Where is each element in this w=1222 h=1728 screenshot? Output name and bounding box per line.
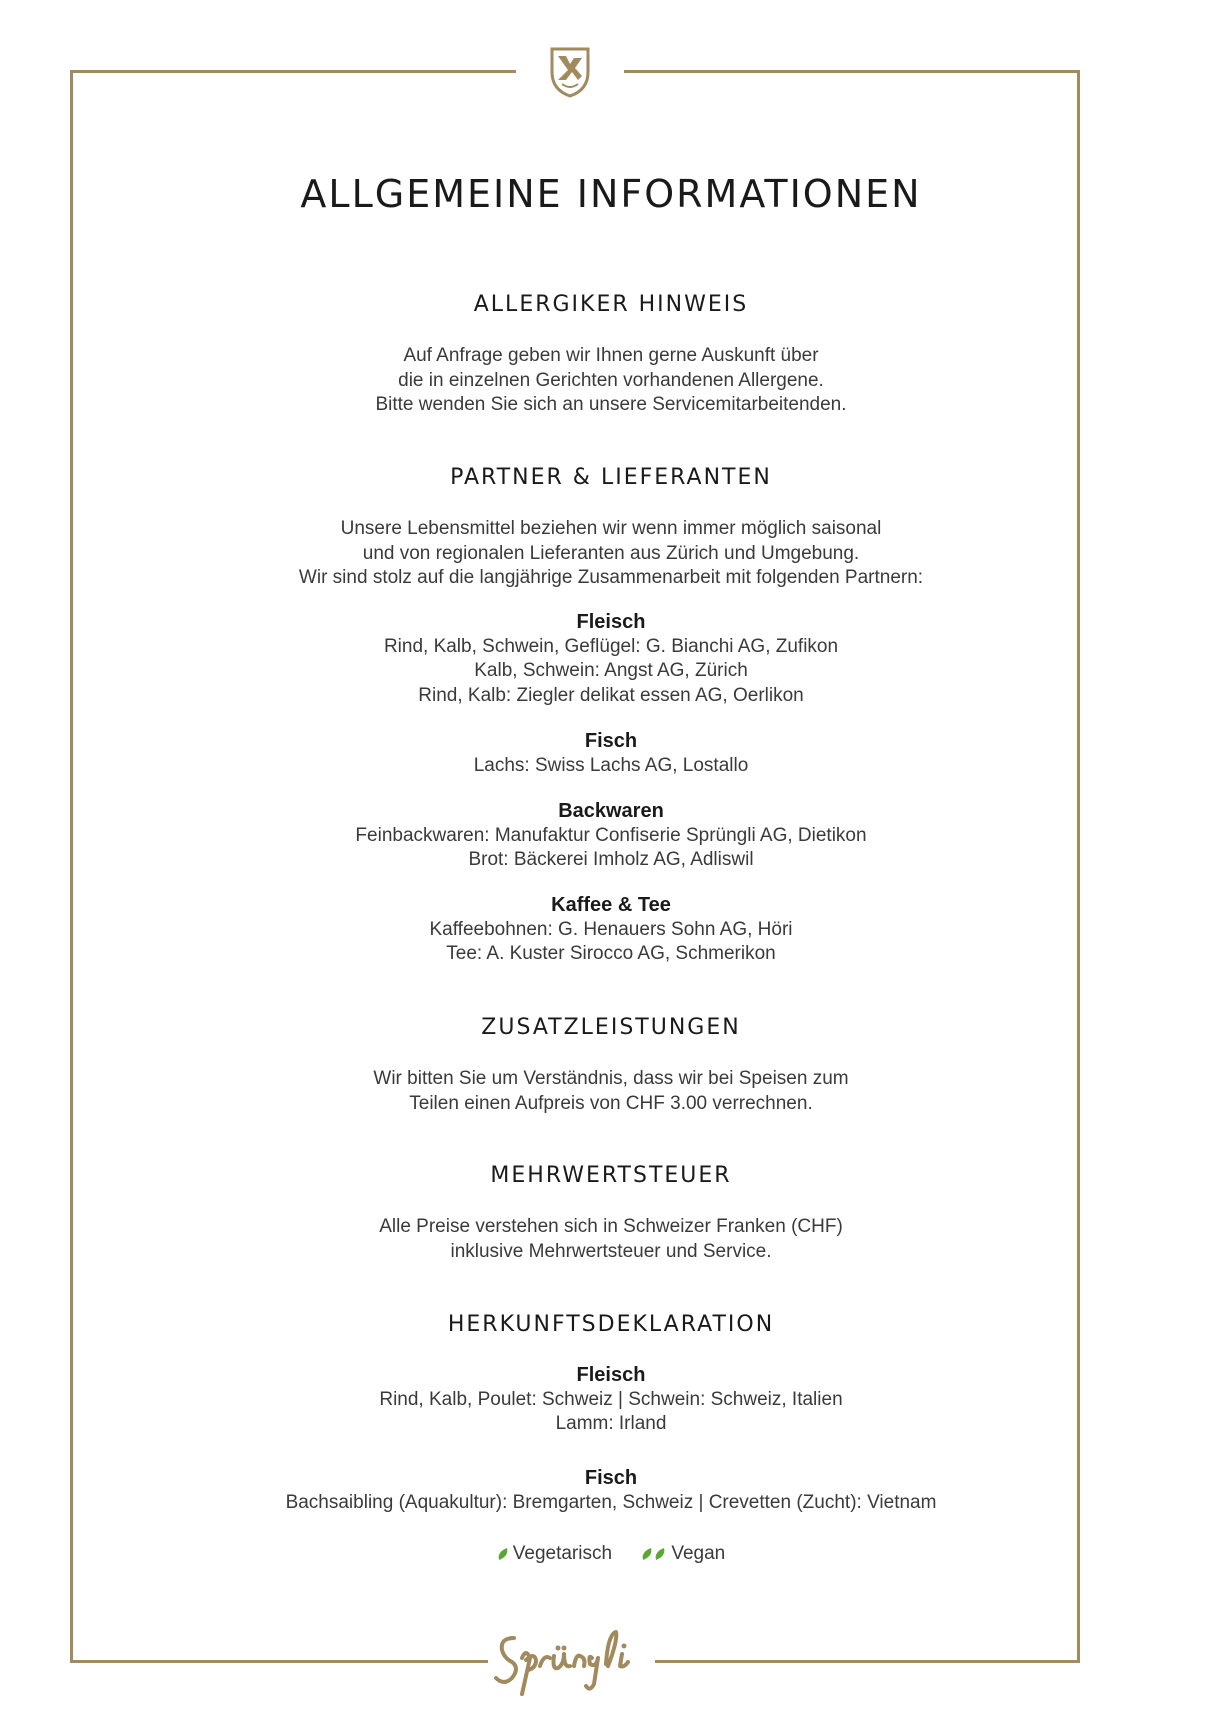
category-line: Rind, Kalb, Schwein, Geflügel: G. Bianchi AG, Zufikon <box>383 635 839 657</box>
category-title: Kaffee & Tee <box>551 894 671 916</box>
text-line: Auf Anfrage geben wir Ihnen gerne Auskunft über <box>403 345 819 366</box>
allergiker-title: ALLERGIKER HINWEIS <box>473 292 749 317</box>
zusatz-text <box>90 1067 1132 1116</box>
text-line: Unsere Lebensmittel beziehen wir wenn immer möglich saisonal <box>340 518 882 539</box>
category-line: Feinbackwaren: Manufaktur Confiserie Sprüngli AG, Dietikon <box>355 824 867 846</box>
category-line: Lachs: Swiss Lachs AG, Lostallo <box>473 754 749 776</box>
text-line: und von regionalen Lieferanten aus Zürich und Umgebung. <box>362 542 860 564</box>
double-leaf-icon <box>641 1547 667 1561</box>
category-title: Fleisch <box>576 1364 646 1386</box>
partner-category-backwaren <box>90 799 1132 873</box>
text-line: die in einzelnen Gerichten vorhandenen Allergene. <box>398 369 824 391</box>
frame-left <box>70 70 73 1663</box>
zusatz-title: ZUSATZLEISTUNGEN <box>481 1015 741 1040</box>
partner-category-fisch <box>90 729 1132 778</box>
partner-category-kaffee-tee <box>90 893 1132 967</box>
mwst-text <box>90 1215 1132 1264</box>
text-line: Alle Preise verstehen sich in Schweizer Franken (CHF) <box>379 1216 843 1237</box>
frame-bottom-right <box>655 1660 1080 1663</box>
legend-vegan <box>641 1543 725 1565</box>
category-line: Kalb, Schwein: Angst AG, Zürich <box>474 660 748 681</box>
category-line: Kaffeebohnen: G. Henauers Sohn AG, Höri <box>429 918 793 940</box>
mwst-title: MEHRWERTSTEUER <box>490 1163 732 1188</box>
herkunft-category-fleisch <box>90 1363 1132 1437</box>
category-line: Rind, Kalb, Poulet: Schweiz | Schwein: Schweiz, Italien <box>379 1388 843 1410</box>
category-line: Brot: Bäckerei Imholz AG, Adliswil <box>468 849 754 870</box>
diet-legend <box>90 1543 1132 1567</box>
page-title: ALLGEMEINE INFORMATIONEN <box>300 172 922 216</box>
partner-category-fleisch <box>90 610 1132 708</box>
partner-text <box>90 517 1132 591</box>
category-line: Rind, Kalb: Ziegler delikat essen AG, Oerlikon <box>418 684 804 706</box>
category-line: Tee: A. Kuster Sirocco AG, Schmerikon <box>446 943 776 964</box>
crest-icon <box>548 46 592 98</box>
text-line: Teilen einen Aufpreis von CHF 3.00 verrechnen. <box>409 1092 813 1114</box>
legend-vegetarian-label: Vegetarisch <box>512 1543 613 1564</box>
category-line: Lamm: Irland <box>555 1413 667 1434</box>
text-line: Bitte wenden Sie sich an unsere Servicemitarbeitenden. <box>375 394 847 415</box>
category-title: Fisch <box>584 730 638 752</box>
category-title: Fisch <box>584 1467 638 1489</box>
allergiker-text <box>90 344 1132 418</box>
leaf-icon <box>497 1547 509 1561</box>
category-title: Backwaren <box>558 800 664 822</box>
text-line: inklusive Mehrwertsteuer und Service. <box>450 1240 772 1262</box>
spruengli-logo <box>492 1618 642 1698</box>
herkunft-title: HERKUNFTSDEKLARATION <box>447 1312 775 1337</box>
category-line: Bachsaibling (Aquakultur): Bremgarten, Schweiz | Crevetten (Zucht): Vietnam <box>285 1491 937 1513</box>
category-title: Fleisch <box>576 611 646 633</box>
legend-vegetarian <box>497 1543 612 1565</box>
text-line: Wir bitten Sie um Verständnis, dass wir bei Speisen zum <box>373 1068 849 1089</box>
frame-top-left <box>70 70 516 73</box>
partner-title: PARTNER & LIEFERANTEN <box>450 465 772 490</box>
legend-vegan-label: Vegan <box>671 1543 726 1564</box>
herkunft-category-fisch <box>90 1466 1132 1515</box>
frame-bottom-left <box>70 1660 488 1663</box>
text-line: Wir sind stolz auf die langjährige Zusammenarbeit mit folgenden Partnern: <box>298 567 924 588</box>
frame-top-right <box>624 70 1080 73</box>
